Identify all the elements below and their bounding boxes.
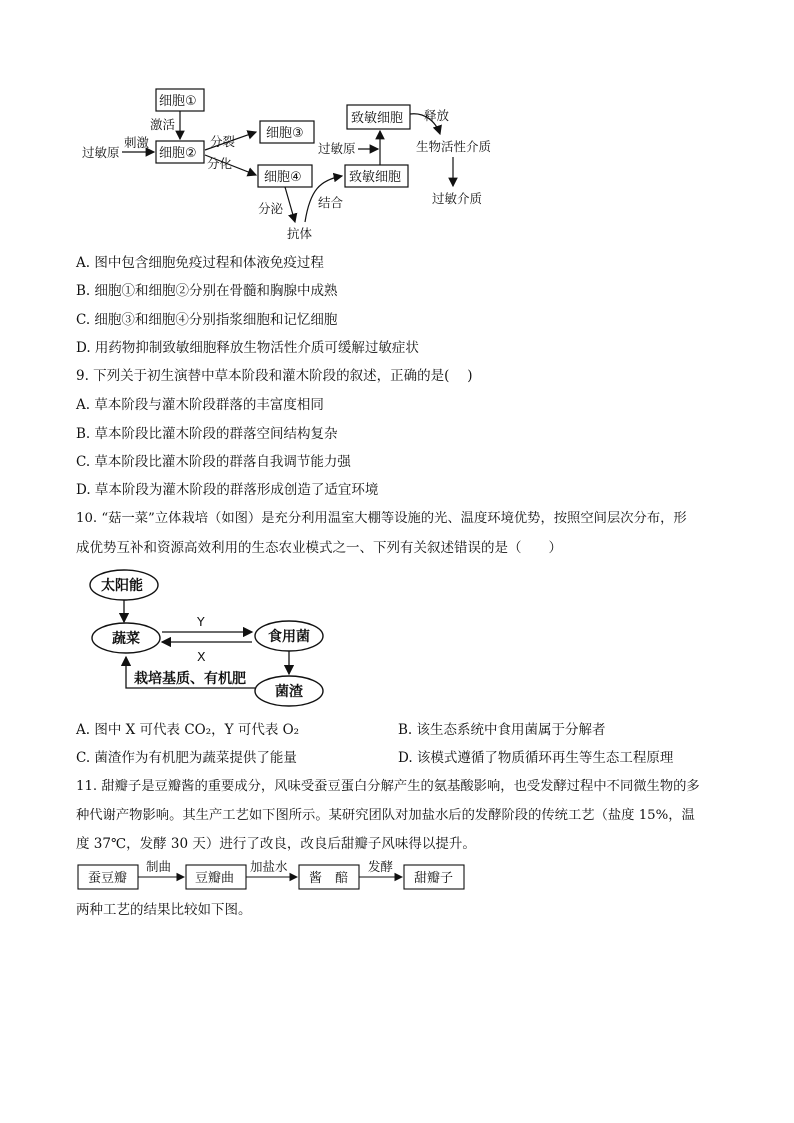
stimulate-label: 刺激 [124,135,150,150]
allergy-diagram [0,0,794,250]
y-label: Y [197,614,205,629]
q9-option-c: C. 草本阶段比灌木阶段的群落自我调节能力强 [76,454,351,470]
q8-option-c: C. 细胞③和细胞④分别指浆细胞和记忆细胞 [76,312,338,328]
q10-stem-line2: 成优势互补和资源高效利用的生态农业模式之一、下列有关叙述错误的是（ ） [76,540,562,556]
flow-step3: 酱 醅 [309,871,349,886]
sensitized-top-label: 致敏细胞 [351,111,404,126]
cell1-label: 细胞① [159,94,197,109]
split-label: 分裂 [210,134,236,149]
flow-arrow1: 制曲 [146,859,172,874]
allergen-mid: 过敏原 [318,141,356,156]
secrete-label: 分泌 [258,201,284,216]
q9-option-d: D. 草本阶段为灌木阶段的群落形成创造了适宜环境 [76,482,379,498]
q9-stem: 9. 下列关于初生演替中草本阶段和灌木阶段的叙述，正确的是( ) [76,368,473,384]
q11-line1: 11. 甜瓣子是豆瓣酱的重要成分，风味受蚕豆蛋白分解产生的氨基酸影响，也受发酵过程中不同微生物的多 [76,779,700,794]
release-label: 释放 [424,108,450,123]
cell3-label: 细胞③ [266,126,304,141]
substrate-label: 栽培基质、有机肥 [134,671,246,687]
fungus-label: 食用菌 [268,629,310,645]
q10-option-a: A. 图中 X 可代表 CO₂，Y 可代表 O₂ [76,722,300,738]
q10-option-d: D. 该模式遵循了物质循环再生等生态工程原理 [398,750,674,766]
allergy-mediator-label: 过敏介质 [432,191,483,206]
flow-step1: 蚕豆瓣 [88,871,128,886]
q11-line2: 种代谢产物影响。其生产工艺如下图所示。某研究团队对加盐水后的发酵阶段的传统工艺（盐度 15%，温 [76,808,695,823]
q9-option-b: B. 草本阶段比灌木阶段的群落空间结构复杂 [76,426,338,442]
bioactive-label: 生物活性介质 [416,139,492,154]
antibody-label: 抗体 [287,226,313,241]
residue-label: 菌渣 [275,684,303,700]
q8-option-d: D. 用药物抑制致敏细胞释放生物活性介质可缓解过敏症状 [76,340,419,356]
q8-option-b: B. 细胞①和细胞②分别在骨髓和胸腺中成熟 [76,283,338,299]
flow-arrow2: 加盐水 [250,859,288,874]
flow-step4: 甜瓣子 [414,871,454,886]
bind-label: 结合 [318,195,344,210]
q10-stem-line1: 10. “菇一菜”立体栽培（如图）是充分利用温室大棚等设施的光、温度环境优势，按照空间层次分布，形 [76,511,687,526]
q11-line3: 度 37℃，发酵 30 天）进行了改良，改良后甜瓣子风味得以提升。 [76,836,476,852]
ecology-diagram [0,566,794,716]
flow-arrow3: 发酵 [368,859,394,874]
q10-option-b: B. 该生态系统中食用菌属于分解者 [398,722,606,738]
q9-option-a: A. 草本阶段与灌木阶段群落的丰富度相同 [76,397,324,413]
allergen-left: 过敏原 [82,145,120,160]
vegetable-label: 蔬菜 [112,631,140,647]
activate-label: 激活 [150,117,176,132]
differentiate-label: 分化 [207,156,233,171]
process-flow [0,856,794,896]
cell2-label: 细胞② [159,146,197,161]
q11-after: 两种工艺的结果比较如下图。 [76,902,252,918]
x-label: X [197,649,206,664]
q8-option-a: A. 图中包含细胞免疫过程和体液免疫过程 [76,255,324,271]
flow-step2: 豆瓣曲 [195,871,235,886]
q10-option-c: C. 菌渣作为有机肥为蔬菜提供了能量 [76,750,297,766]
sensitized-bottom-label: 致敏细胞 [349,170,402,185]
solar-label: 太阳能 [101,578,143,594]
cell4-label: 细胞④ [264,170,302,185]
